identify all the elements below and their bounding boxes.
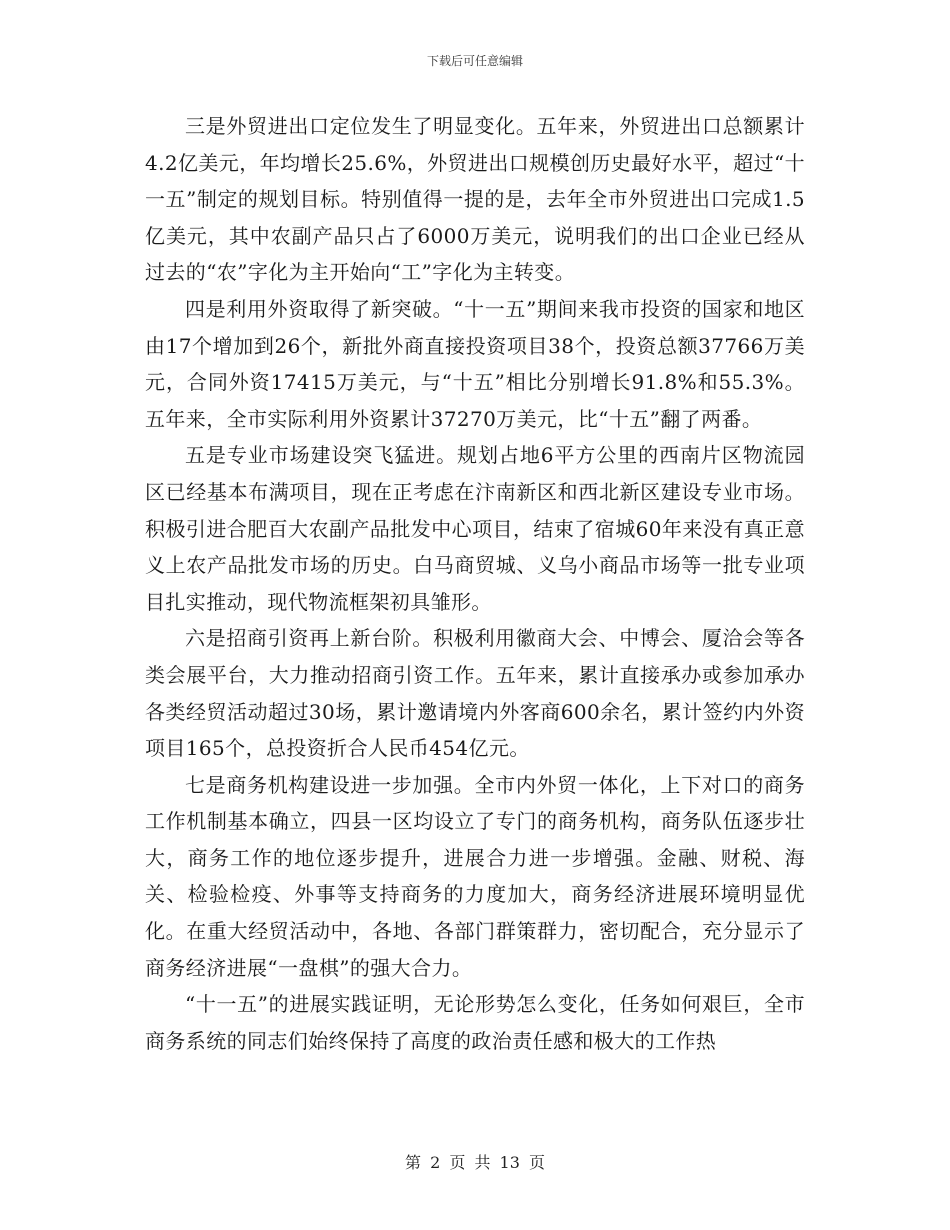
paragraph-conclusion: “十一五”的进展实践证明，无论形势怎么变化，任务如何艰巨，全市商务系统的同志们始终保持了高度的政治责任感和极大的工作热 [145,992,805,1053]
paragraph-investment-promotion: 六是招商引资再上新台阶。积极利用徽商大会、中博会、厦洽会等各类会展平台，大力推动招商引资工作。五年来，累计直接承办或参加承办各类经贸活动超过30场，累计邀请境内外客商600余名，累计签约内外资项目165个，总投资折合人民币454亿元。 [145,626,805,761]
document-body [145,108,805,1059]
page-header: 下载后可任意编辑 [426,54,523,68]
paragraph-trade: 三是外贸进出口定位发生了明显变化。五年来，外贸进出口总额累计4.2亿美元，年均增长25.6%，外贸进出口规模创历史最好水平，超过“十一五”制定的规划目标。特别值得一提的是，去年全市外贸进出口完成1.5亿美元，其中农副产品只占了6000万美元，说明我们的出口企业已经从过去的“农”字化为主开始向“工”字化为主转变。 [145,114,805,285]
page-number-footer: 第 2 页 共 13 页 [405,1153,545,1172]
paragraph-commerce-institutions: 七是商务机构建设进一步加强。全市内外贸一体化，上下对口的商务工作机制基本确立，四县一区均设立了专门的商务机构，商务队伍逐步壮大，商务工作的地位逐步提升，进展合力进一步增强。金融、财税、海关、检验检疫、外事等支持商务的力度加大，商务经济进展环境明显优化。在重大经贸活动中，各地、各部门群策群力，密切配合，充分显示了商务经济进展“一盘棋”的强大合力。 [145,772,805,980]
paragraph-foreign-investment: 四是利用外资取得了新突破。“十一五”期间来我市投资的国家和地区由17个增加到26个，新批外商直接投资项目38个，投资总额37766万美元，合同外资17415万美元，与“十五”相比分别增长91.8%和55.3%。五年来，全市实际利用外资累计37270万美元，比“十五”翻了两番。 [145,296,805,431]
paragraph-market-construction: 五是专业市场建设突飞猛进。规划占地6平方公里的西南片区物流园区已经基本布满项目，现在正考虑在汴南新区和西北新区建设专业市场。积极引进合肥百大农副产品批发中心项目，结束了宿城60年来没有真正意义上农产品批发市场的历史。白马商贸城、义乌小商品市场等一批专业项目扎实推动，现代物流框架初具雏形。 [145,443,805,614]
